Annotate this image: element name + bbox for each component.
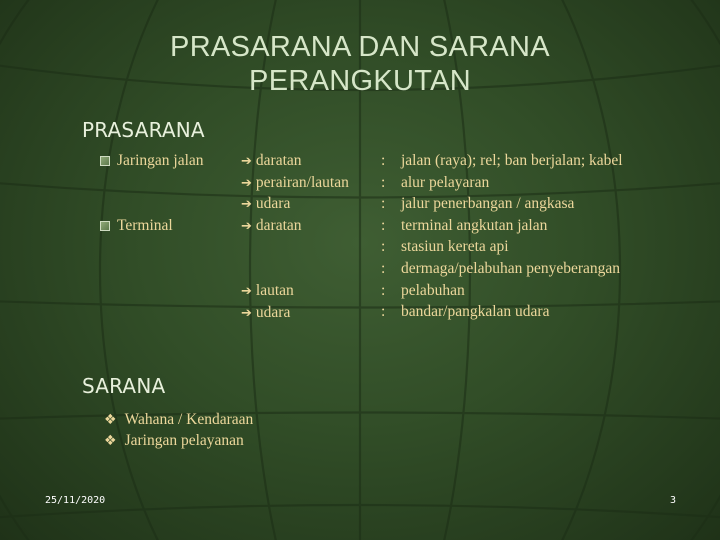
sarana-heading: SARANA	[82, 374, 166, 398]
description: dermaga/pelabuhan penyeberangan	[401, 259, 621, 277]
footer-date: 25/11/2020	[45, 495, 106, 506]
description: terminal angkutan jalan	[401, 216, 548, 234]
colon: :	[381, 259, 386, 277]
mode-label: udara	[255, 195, 291, 212]
footer-page-number: 3	[670, 495, 677, 506]
prasarana-item-jaringan-jalan	[100, 152, 204, 170]
colon-column	[381, 150, 385, 323]
slide-title	[0, 30, 720, 98]
colon: :	[381, 216, 386, 234]
description-column	[401, 150, 623, 323]
sarana-item	[104, 411, 253, 429]
colon: :	[381, 195, 386, 213]
diamond-bullet-icon: ❖	[104, 412, 117, 428]
description: pelabuhan	[401, 281, 465, 299]
prasarana-item-terminal	[100, 217, 173, 235]
square-bullet-icon	[100, 156, 110, 166]
mode-label: daratan	[255, 152, 302, 169]
mode-row	[241, 174, 349, 193]
right-arrow-icon: ➔	[241, 197, 252, 212]
mode-label: perairan/lautan	[255, 174, 349, 191]
description: stasiun kereta api	[401, 238, 509, 256]
prasarana-heading: PRASARANA	[82, 118, 205, 142]
mode-row	[241, 217, 302, 236]
diamond-bullet-icon: ❖	[104, 433, 117, 449]
description: alur pelayaran	[401, 173, 490, 191]
mode-label: udara	[255, 304, 291, 321]
colon: :	[381, 281, 386, 299]
mode-row	[241, 195, 290, 214]
mode-row	[241, 152, 302, 171]
colon: :	[381, 303, 386, 321]
mode-label: lautan	[255, 282, 294, 299]
prasarana-item-label: Terminal	[117, 217, 173, 234]
mode-label: daratan	[255, 217, 302, 234]
description: jalur penerbangan / angkasa	[401, 195, 575, 213]
description: bandar/pangkalan udara	[401, 303, 550, 321]
mode-row	[241, 304, 290, 323]
colon: :	[381, 238, 386, 256]
title-line-1: PRASARANA DAN SARANA	[170, 31, 550, 63]
right-arrow-icon: ➔	[241, 154, 252, 169]
title-line-2: PERANGKUTAN	[249, 65, 471, 97]
sarana-item	[104, 432, 244, 450]
sarana-item-label: Wahana / Kendaraan	[124, 411, 254, 428]
right-arrow-icon: ➔	[241, 284, 252, 299]
right-arrow-icon: ➔	[241, 219, 252, 234]
square-bullet-icon	[100, 221, 110, 231]
right-arrow-icon: ➔	[241, 176, 252, 191]
sarana-item-label: Jaringan pelayanan	[124, 432, 244, 449]
right-arrow-icon: ➔	[241, 306, 252, 321]
colon: :	[381, 152, 386, 169]
prasarana-item-label: Jaringan jalan	[117, 152, 204, 169]
mode-row	[241, 282, 294, 301]
description: jalan (raya); rel; ban berjalan; kabel	[401, 152, 623, 169]
colon: :	[381, 173, 386, 191]
